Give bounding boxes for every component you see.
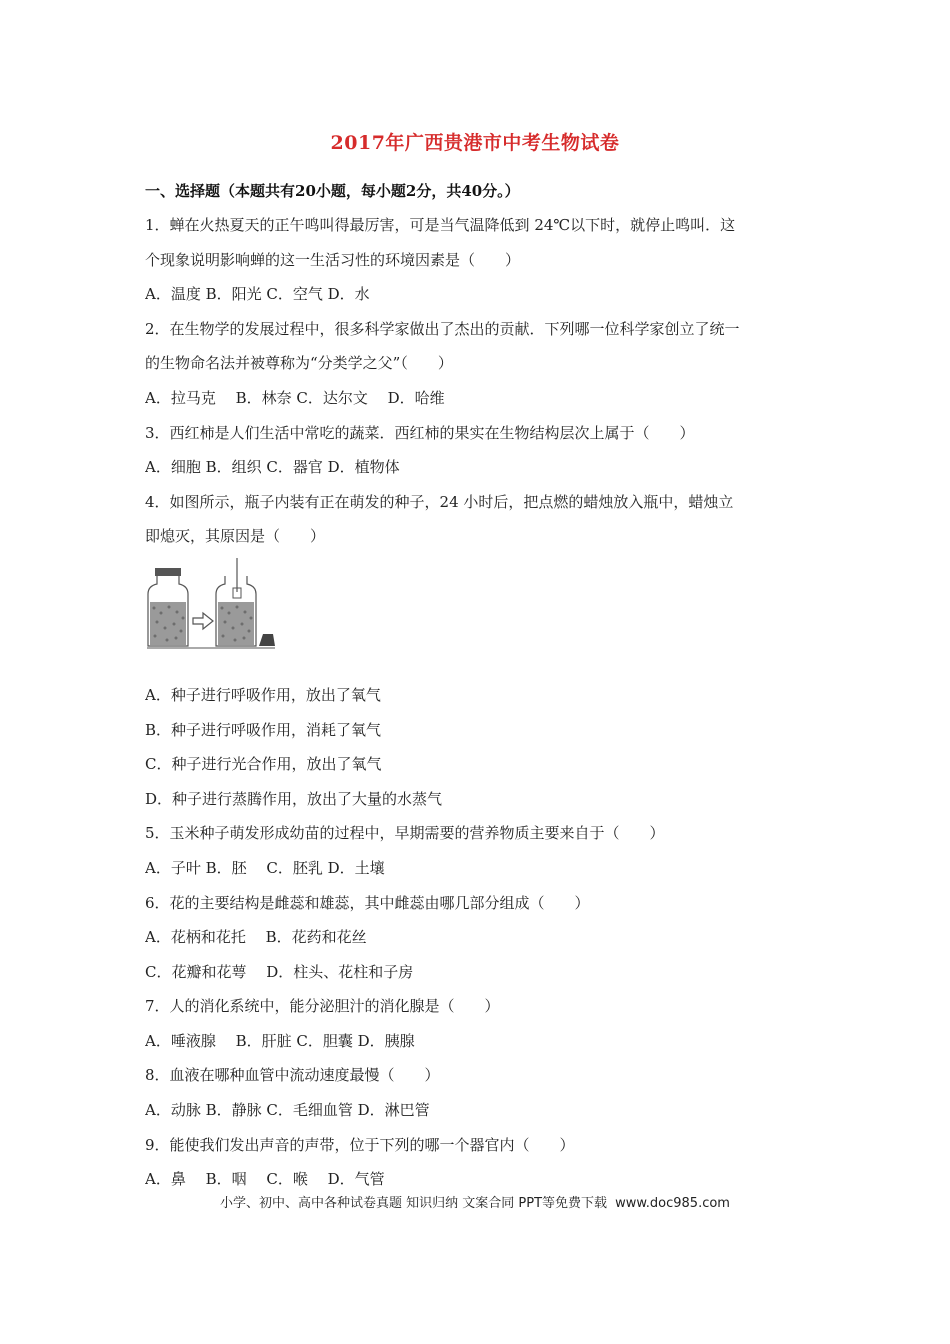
text-line: 6．花的主要结构是雌蕊和雄蕊，其中雌蕊由哪几部分组成（ ） [145, 893, 590, 912]
text-line: 2．在生物学的发展过程中，很多科学家做出了杰出的贡献．下列哪一位科学家创立了统一 [145, 319, 740, 338]
text-line: 即熄灭，其原因是（ ） [145, 527, 326, 546]
text-line: 3．西红柿是人们生活中常吃的蔬菜．西红柿的果实在生物结构层次上属于（ ） [145, 423, 695, 442]
text-line: D．种子进行蒸腾作用，放出了大量的水蒸气 [145, 789, 443, 808]
seed-jar-experiment-figure [145, 554, 810, 678]
text-line: 9．能使我们发出声音的声带，位于下列的哪一个器官内（ ） [145, 1135, 575, 1154]
jar-lid [155, 568, 181, 576]
text-line: A．拉马克 B．林奈 C．达尔文 D．哈维 [145, 388, 445, 407]
text-line: C．花瓣和花萼 D．柱头、花柱和子房 [145, 962, 414, 981]
text-line: B．种子进行呼吸作用，消耗了氧气 [145, 720, 382, 739]
text-line: 的生物命名法并被尊称为“分类学之父”（ ） [145, 354, 453, 373]
text-line: 4．如图所示，瓶子内装有正在萌发的种子，24 小时后，把点燃的蜡烛放入瓶中，蜡烛立 [145, 492, 734, 511]
text-line: A．唾液腺 B．肝脏 C．胆囊 D．胰腺 [145, 1031, 415, 1050]
text-line: A．动脉 B．静脉 C．毛细血管 D．淋巴管 [145, 1101, 430, 1120]
text-line: A．种子进行呼吸作用，放出了氧气 [145, 685, 381, 704]
text-line: A．温度 B．阳光 C．空气 D．水 [145, 285, 370, 304]
question-content [145, 208, 810, 1197]
arrow-icon [193, 613, 213, 629]
text-line: A．子叶 B．胚 C．胚乳 D．土壤 [145, 858, 385, 877]
text-line: A．细胞 B．组织 C．器官 D．植物体 [145, 458, 400, 477]
text-line: A．鼻 B．咽 C．喉 D．气管 [145, 1170, 385, 1189]
jar-diagram [145, 558, 277, 654]
page-footer [0, 1192, 950, 1211]
text-line: C．种子进行光合作用，放出了氧气 [145, 755, 382, 774]
text-line: 1．蝉在火热夏天的正午鸣叫得最厉害，可是当气温降低到 24℃以下时，就停止鸣叫．这 [145, 216, 736, 234]
footer-text: 小学、初中、高中各种试卷真题 知识归纳 文案合同 PPT等免费下载 [220, 1196, 608, 1211]
text-line: 8．血液在哪种血管中流动速度最慢（ ） [145, 1066, 440, 1085]
section-heading: 一、选择题（本题共有20小题，每小题2分，共40分。） [145, 182, 520, 200]
text-line: 5．玉米种子萌发形成幼苗的过程中，早期需要的营养物质主要来自于（ ） [145, 824, 665, 843]
document-title: 2017年广西贵港市中考生物试卷 [330, 132, 620, 154]
footer-url[interactable]: www.doc985.com [615, 1196, 730, 1211]
text-line: A．花柄和花托 B．花药和花丝 [145, 928, 367, 947]
text-line: 7．人的消化系统中，能分泌胆汁的消化腺是（ ） [145, 997, 500, 1016]
jar-lid-removed [259, 634, 275, 646]
text-line: 个现象说明影响蝉的这一生活习性的环境因素是（ ） [145, 250, 521, 269]
